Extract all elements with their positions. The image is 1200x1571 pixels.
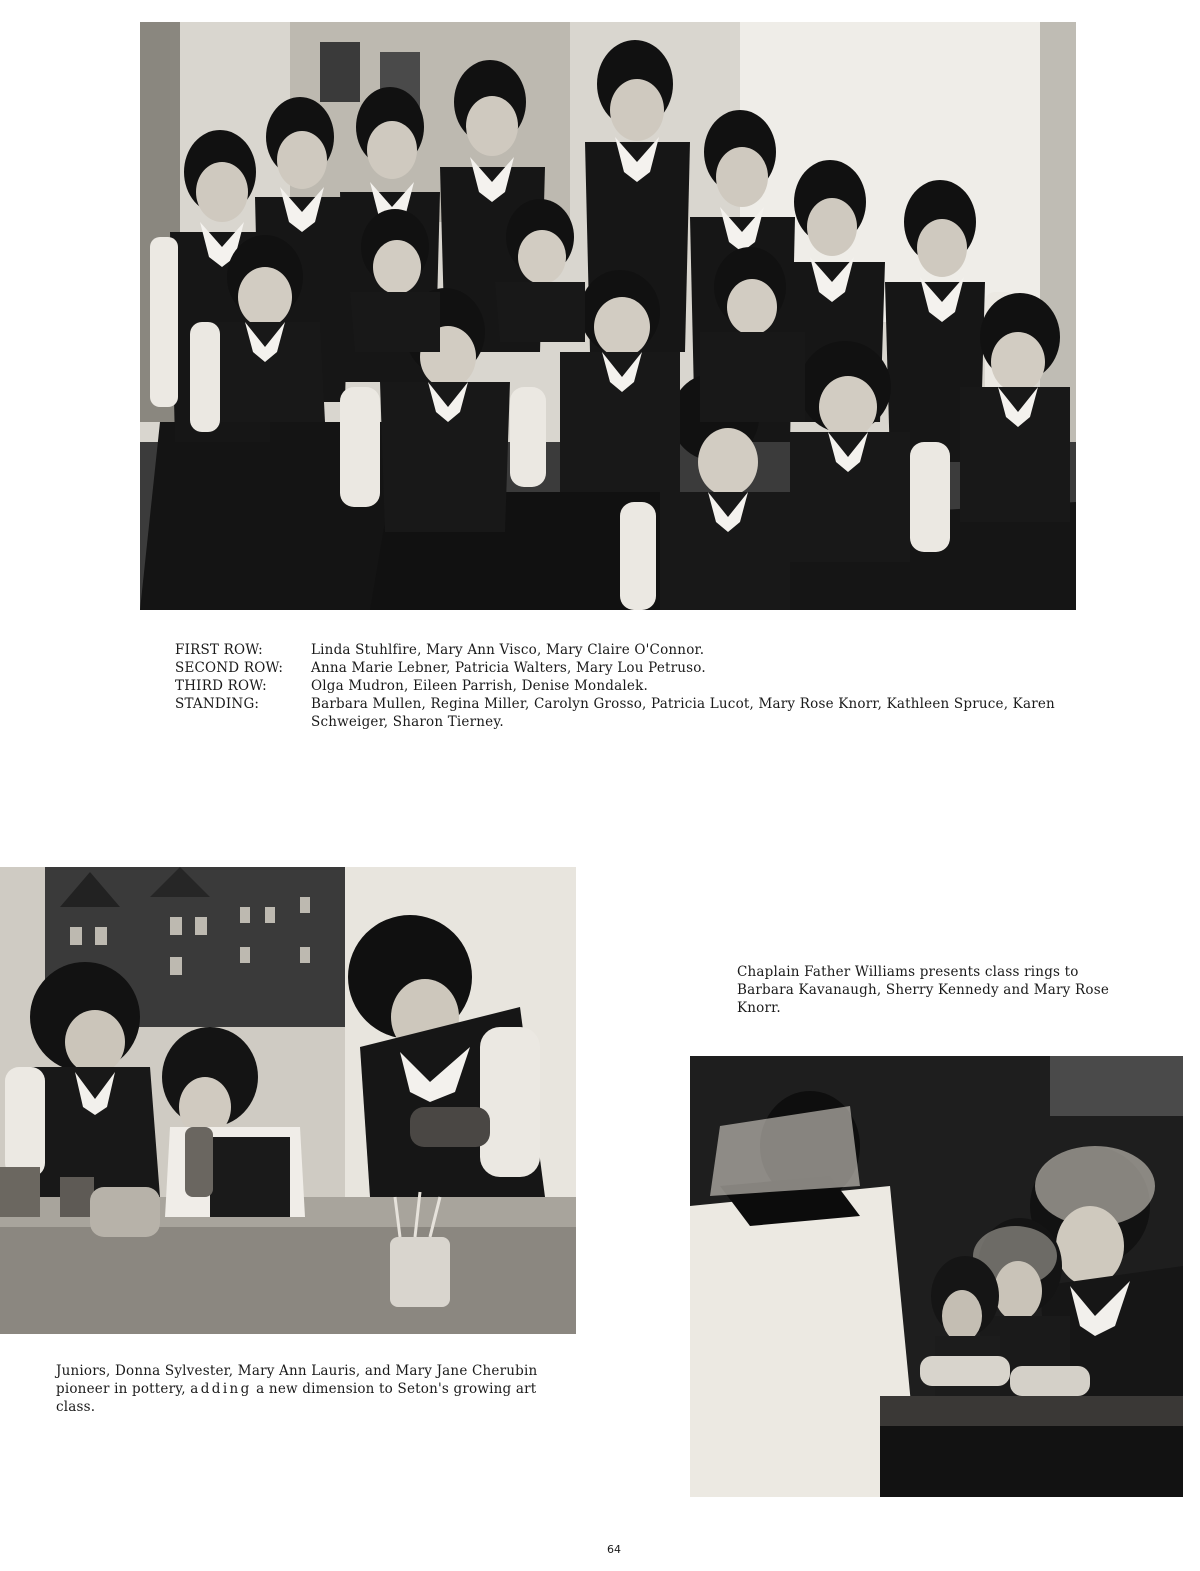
page-number: 64 bbox=[607, 1543, 621, 1556]
group-photo-caption bbox=[175, 641, 1075, 731]
caption-row-standing bbox=[175, 695, 1075, 731]
class-group-photo bbox=[140, 22, 1076, 610]
row-label: THIRD ROW: bbox=[175, 678, 267, 694]
rings-photo-caption: Chaplain Father Williams presents class rings to Barbara Kavanaugh, Sherry Kennedy and Mary Rose Knorr. bbox=[737, 964, 1110, 1016]
row-names: Anna Marie Lebner, Patricia Walters, Mary Lou Petruso. bbox=[311, 660, 706, 676]
caption-row-second bbox=[175, 659, 1075, 677]
row-label: STANDING: bbox=[175, 696, 260, 712]
class-group-photo-illustration bbox=[140, 22, 1076, 610]
pottery-class-photo-illustration bbox=[0, 867, 576, 1334]
pottery-photo-caption bbox=[56, 1362, 546, 1416]
class-rings-photo-illustration bbox=[690, 1056, 1183, 1497]
class-rings-photo bbox=[690, 1056, 1183, 1497]
caption-row-first bbox=[175, 641, 1075, 659]
row-names: Barbara Mullen, Regina Miller, Carolyn Grosso, Patricia Lucot, Mary Rose Knorr, Kathleen Spruce, Karen Schweiger, Sharon Tierney. bbox=[311, 696, 1055, 730]
row-label: SECOND ROW: bbox=[175, 660, 284, 676]
pottery-caption-spaced-word: adding bbox=[190, 1381, 252, 1397]
row-names: Olga Mudron, Eileen Parrish, Denise Mondalek. bbox=[311, 678, 648, 694]
pottery-caption-text-end: a new dimension to Seton's growing art class. bbox=[56, 1381, 537, 1415]
pottery-caption-text: Juniors, Donna Sylvester, Mary Ann Lauris, and Mary Jane Cherubin pioneer in pottery, bbox=[56, 1363, 538, 1397]
row-names: Linda Stuhlfire, Mary Ann Visco, Mary Claire O'Connor. bbox=[311, 642, 705, 658]
row-label: FIRST ROW: bbox=[175, 642, 263, 658]
pottery-class-photo bbox=[0, 867, 576, 1334]
caption-row-third bbox=[175, 677, 1075, 695]
